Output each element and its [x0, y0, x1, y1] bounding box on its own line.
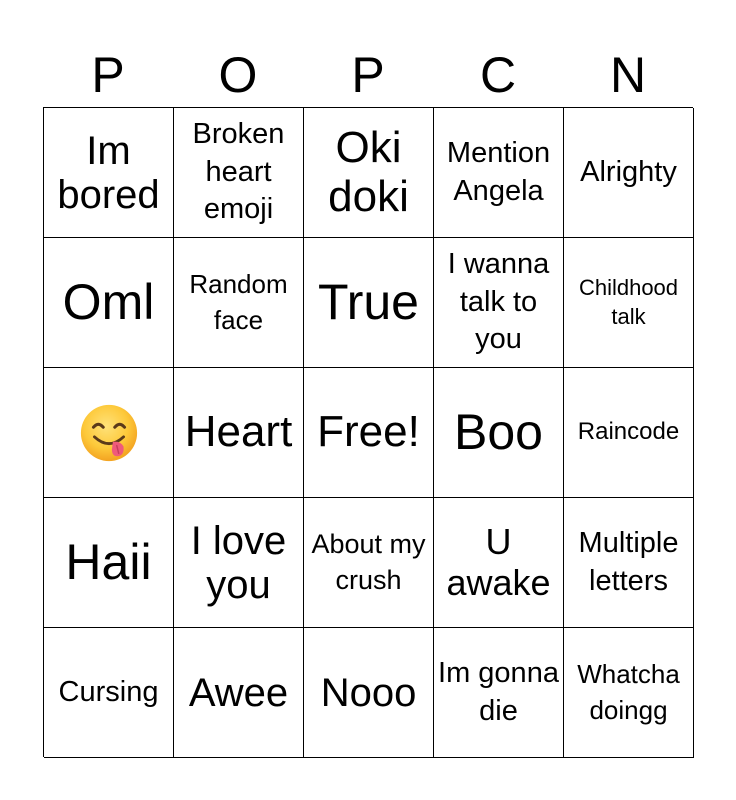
bingo-header [43, 42, 693, 108]
bingo-cell-r1-c3[interactable]: Oki doki [304, 108, 434, 238]
bingo-cell-r2-c3[interactable]: True [304, 238, 434, 368]
bingo-cell-r3-c5[interactable]: Raincode [564, 368, 694, 498]
bingo-cell-r1-c1[interactable]: Im bored [44, 108, 174, 238]
bingo-cell-r5-c2[interactable]: Awee [174, 628, 304, 758]
bingo-cell-r5-c1[interactable]: Cursing [44, 628, 174, 758]
header-letter-2: O [218, 47, 258, 103]
header-letter-1: P [91, 47, 125, 103]
bingo-cell-r3-c4[interactable]: Boo [434, 368, 564, 498]
bingo-cell-r1-c5[interactable]: Alrighty [564, 108, 694, 238]
face-savoring-food-icon [78, 402, 140, 464]
bingo-cell-r4-c4[interactable]: U awake [434, 498, 564, 628]
bingo-cell-r2-c4[interactable]: I wanna talk to you [434, 238, 564, 368]
bingo-cell-r3-c1[interactable] [44, 368, 174, 498]
bingo-cell-r2-c5[interactable]: Childhood talk [564, 238, 694, 368]
bingo-cell-r4-c3[interactable]: About my crush [304, 498, 434, 628]
bingo-cell-r5-c4[interactable]: Im gonna die [434, 628, 564, 758]
bingo-cell-r1-c4[interactable]: Mention Angela [434, 108, 564, 238]
bingo-cell-r2-c2[interactable]: Random face [174, 238, 304, 368]
bingo-board [43, 107, 693, 757]
bingo-cell-r3-c3[interactable]: Free! [304, 368, 434, 498]
bingo-cell-r4-c5[interactable]: Multiple letters [564, 498, 694, 628]
bingo-cell-r1-c2[interactable]: Broken heart emoji [174, 108, 304, 238]
bingo-cell-r4-c1[interactable]: Haii [44, 498, 174, 628]
header-letter-4: C [479, 47, 517, 103]
bingo-cell-r5-c5[interactable]: Whatcha doingg [564, 628, 694, 758]
header-letter-5: N [609, 47, 647, 103]
bingo-cell-r4-c2[interactable]: I love you [174, 498, 304, 628]
bingo-cell-r2-c1[interactable]: Oml [44, 238, 174, 368]
header-letter-3: P [351, 47, 385, 103]
bingo-cell-r5-c3[interactable]: Nooo [304, 628, 434, 758]
bingo-cell-r3-c2[interactable]: Heart [174, 368, 304, 498]
